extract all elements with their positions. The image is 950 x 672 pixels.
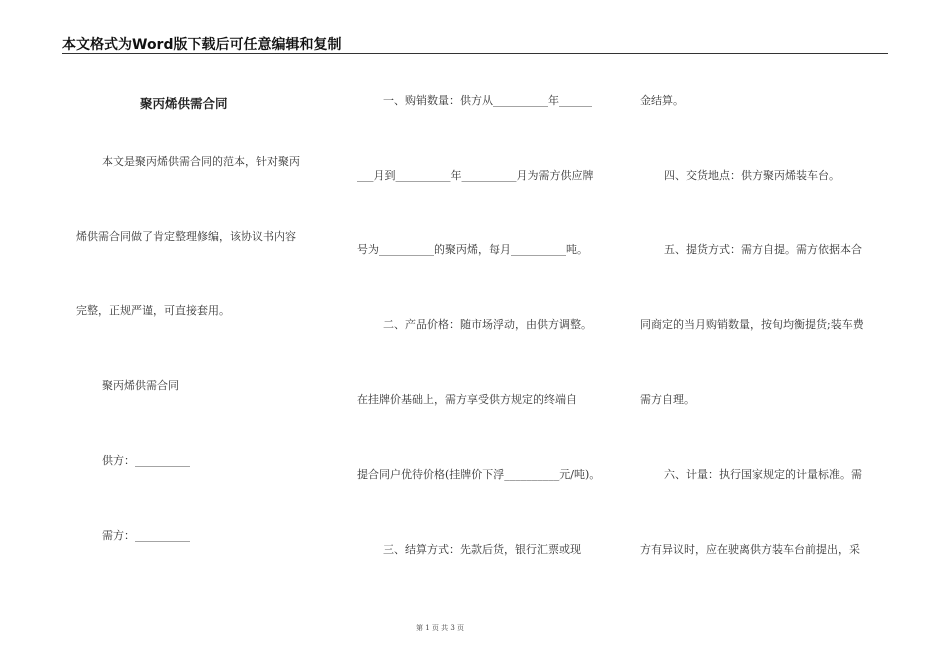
col3-line-6: 六、计量：执行国家规定的计量标准。需 [664, 468, 862, 481]
col3-line-3: 五、提货方式：需方自提。需方依据本合 [664, 243, 862, 256]
col3-line-4: 同商定的当月购销数量，按旬均衡提货;装车费 [640, 318, 864, 331]
col2-line-5: 在挂牌价基础上，需方享受供方规定的终端自 [357, 393, 577, 406]
document-banner: 本文格式为Word版下载后可任意编辑和复制 [62, 37, 342, 53]
col1-line-4: 聚丙烯供需合同 [102, 379, 179, 392]
col3-line-5: 需方自理。 [640, 393, 695, 406]
col3-line-1: 金结算。 [640, 94, 684, 107]
col2-line-7: 三、结算方式：先款后货，银行汇票或现 [383, 543, 581, 556]
col1-buyer-line: 需方：__________ [102, 529, 190, 542]
document-title: 聚丙烯供需合同 [140, 96, 228, 111]
col1-line-2: 烯供需合同做了肯定整理修编，该协议书内容 [76, 230, 296, 243]
col1-supplier-line: 供方：__________ [102, 454, 190, 467]
col2-line-4: 二、产品价格：随市场浮动，由供方调整。 [383, 318, 592, 331]
col1-line-1: 本文是聚丙烯供需合同的范本，针对聚丙 [102, 155, 300, 168]
col2-line-2: ___月到__________年__________月为需方供应牌 [357, 169, 594, 182]
col3-line-7: 方有异议时，应在驶离供方装车台前提出，采 [640, 543, 860, 556]
col2-line-3: 号为__________的聚丙烯，每月__________吨。 [357, 243, 588, 256]
col2-line-1: 一、购销数量：供方从__________年______ [383, 94, 592, 107]
header-rule [62, 53, 888, 54]
col1-line-3: 完整，正规严谨，可直接套用。 [76, 304, 230, 317]
col3-line-2: 四、交货地点：供方聚丙烯装车台。 [664, 169, 840, 182]
page-number: 第 1 页 共 3 页 [415, 624, 465, 632]
col2-line-6: 提合同户优待价格(挂牌价下浮__________元/吨)。 [357, 468, 601, 481]
